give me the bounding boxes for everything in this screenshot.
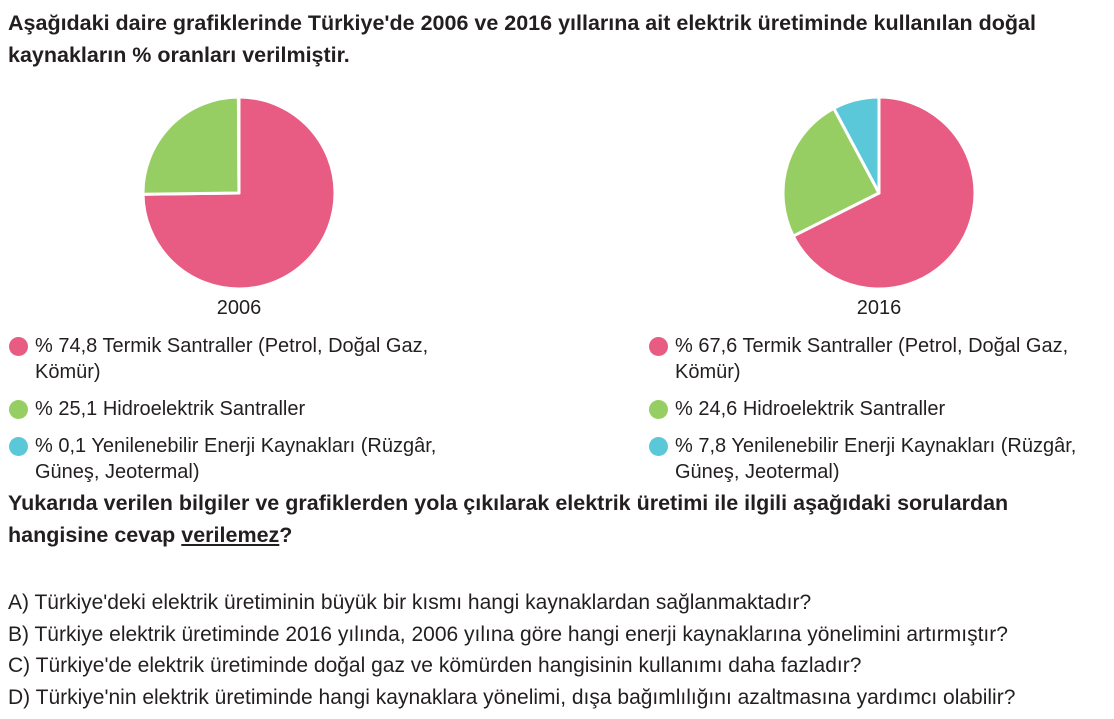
chart-year-2006: 2006 [216,297,262,319]
answer-options [8,587,1015,713]
legend-label: % 25,1 Hidroelektrik Santraller [35,398,306,420]
legend-swatch-yenilenebilir [9,437,28,456]
option-a[interactable]: A) Türkiye'deki elektrik üretiminin büyük bir kısmı hangi kaynaklardan sağlanmaktadır? [8,591,812,614]
legend-swatch-hidro [649,400,668,419]
legend-2006 [9,333,479,496]
legend-label: % 74,8 Termik Santraller (Petrol, Doğal Gaz, Kömür) [35,335,429,383]
pie-chart-2006-svg [140,94,338,292]
legend-item-termik-2016 [649,333,1114,385]
legend-swatch-hidro [9,400,28,419]
legend-item-yenilenebilir-2016 [649,433,1114,485]
pie-chart-2016-svg [780,94,978,292]
legend-item-hidro-2006 [9,396,479,422]
pie-chart-2006 [140,94,338,292]
intro-text: Aşağıdaki daire grafiklerinde Türkiye'de 2006 ve 2016 yıllarına ait elektrik üretiminde kullanılan doğal kaynakların % oranları verilmiştir. [8,11,1036,67]
pie-chart-2016 [780,94,978,292]
legend-label: % 7,8 Yenilenebilir Enerji Kaynakları (Rüzgâr, Güneş, Jeotermal) [675,435,1077,483]
question-text [8,487,1108,551]
option-b[interactable]: B) Türkiye elektrik üretiminde 2016 yılında, 2006 yılına göre hangi enerji kaynaklarına yönelimini artırmıştır? [8,622,1008,646]
chart-year-2016: 2016 [856,297,902,319]
pie-slice-hidro [143,97,239,194]
legend-label: % 67,6 Termik Santraller (Petrol, Doğal Gaz, Kömür) [675,335,1069,383]
legend-item-termik-2006 [9,333,479,385]
question-underlined: verilemez [181,523,280,547]
question-after: ? [279,523,293,547]
legend-swatch-termik [649,337,668,356]
pie-slice-yenilenebilir [238,97,239,193]
legend-item-yenilenebilir-2006 [9,433,479,485]
legend-item-hidro-2016 [649,396,1114,422]
legend-2016 [649,333,1114,496]
legend-label: % 0,1 Yenilenebilir Enerji Kaynakları (Rüzgâr, Güneş, Jeotermal) [35,435,437,483]
option-c[interactable]: C) Türkiye'de elektrik üretiminde doğal gaz ve kömürden hangisinin kullanımı daha fazladır? [8,654,862,677]
legend-swatch-termik [9,337,28,356]
legend-label: % 24,6 Hidroelektrik Santraller [675,398,946,420]
question-before: Yukarıda verilen bilgiler ve grafiklerden yola çıkılarak elektrik üretimi ile ilgili aşağıdaki sorulardan hangisine cevap [8,491,1009,547]
legend-swatch-yenilenebilir [649,437,668,456]
option-d[interactable]: D) Türkiye'nin elektrik üretiminde hangi kaynaklara yönelimi, dışa bağımlılığını azaltmasına yardımcı olabilir? [8,685,1016,709]
